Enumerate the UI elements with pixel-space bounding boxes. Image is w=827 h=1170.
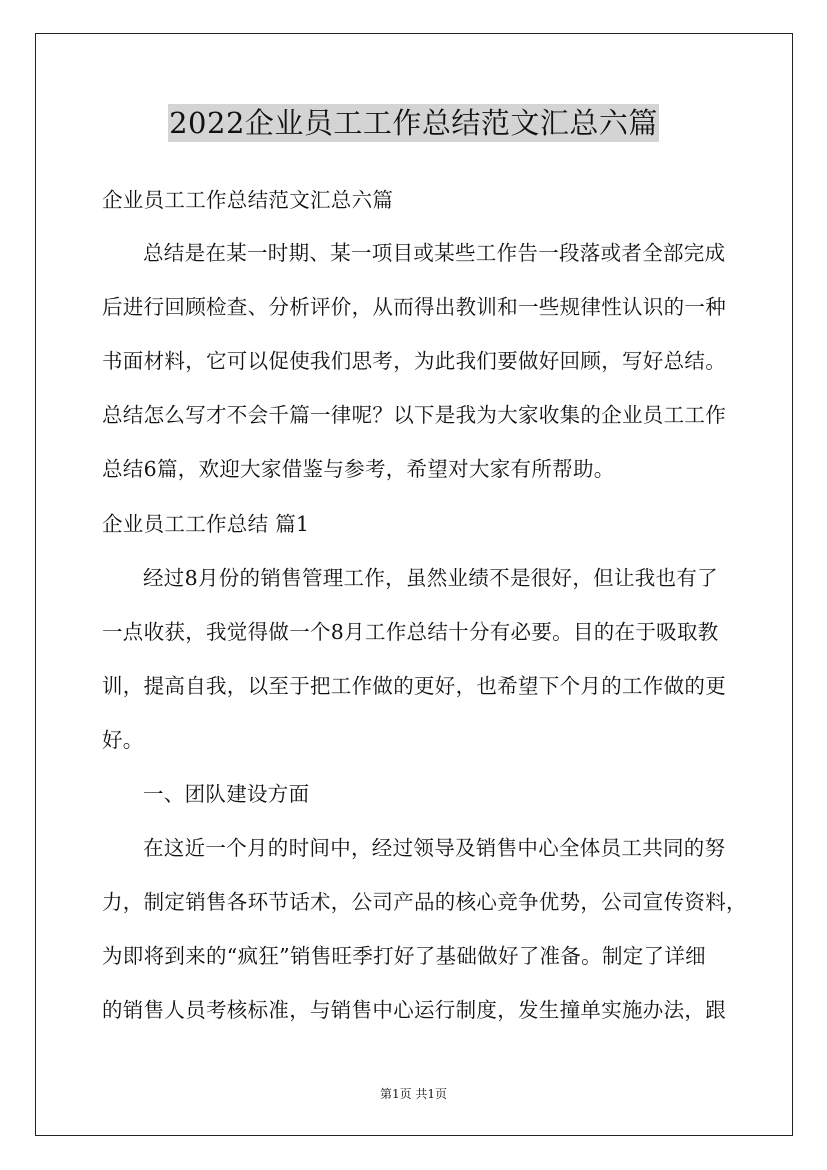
text-line: 力，制定销售各环节话术，公司产品的核心竞争优势，公司宣传资料， (102, 890, 747, 914)
text-line: 经过8月份的销售管理工作，虽然业绩不是很好，但让我也有了 (143, 566, 718, 590)
text-line: 总结怎么写才不会千篇一律呢？以下是我为大家收集的企业员工工作 (102, 403, 726, 427)
text-line: 书面材料，它可以促使我们思考，为此我们要做好回顾，写好总结。 (102, 349, 726, 373)
text-line: 总结6篇，欢迎大家借鉴与参考，希望对大家有所帮助。 (102, 457, 615, 481)
subtitle-line: 企业员工工作总结范文汇总六篇 (102, 188, 394, 212)
document-title: 2022企业员工工作总结范文汇总六篇 (169, 106, 658, 140)
text-line: 一点收获，我觉得做一个8月工作总结十分有必要。目的在于吸取教 (102, 620, 719, 644)
text-line: 为即将到来的“疯狂”销售旺季打好了基础做好了准备。制定了详细 (102, 944, 706, 968)
text-line: 总结是在某一时期、某一项目或某些工作告一段落或者全部完成 (143, 241, 726, 265)
text-line: 训，提高自我，以至于把工作做的更好，也希望下个月的工作做的更 (102, 674, 726, 698)
section-heading: 企业员工工作总结 篇1 (102, 512, 310, 536)
text-line: 好。 (102, 728, 144, 752)
text-line: 的销售人员考核标准，与销售中心运行制度，发生撞单实施办法，跟 (102, 998, 726, 1022)
text-line: 后进行回顾检查、分析评价，从而得出教训和一些规律性认识的一种 (102, 295, 726, 319)
text-line: 在这近一个月的时间中，经过领导及销售中心全体员工共同的努 (143, 836, 726, 860)
subsection-heading: 一、团队建设方面 (143, 782, 310, 806)
page-number: 第1页 共1页 (379, 1087, 448, 1101)
